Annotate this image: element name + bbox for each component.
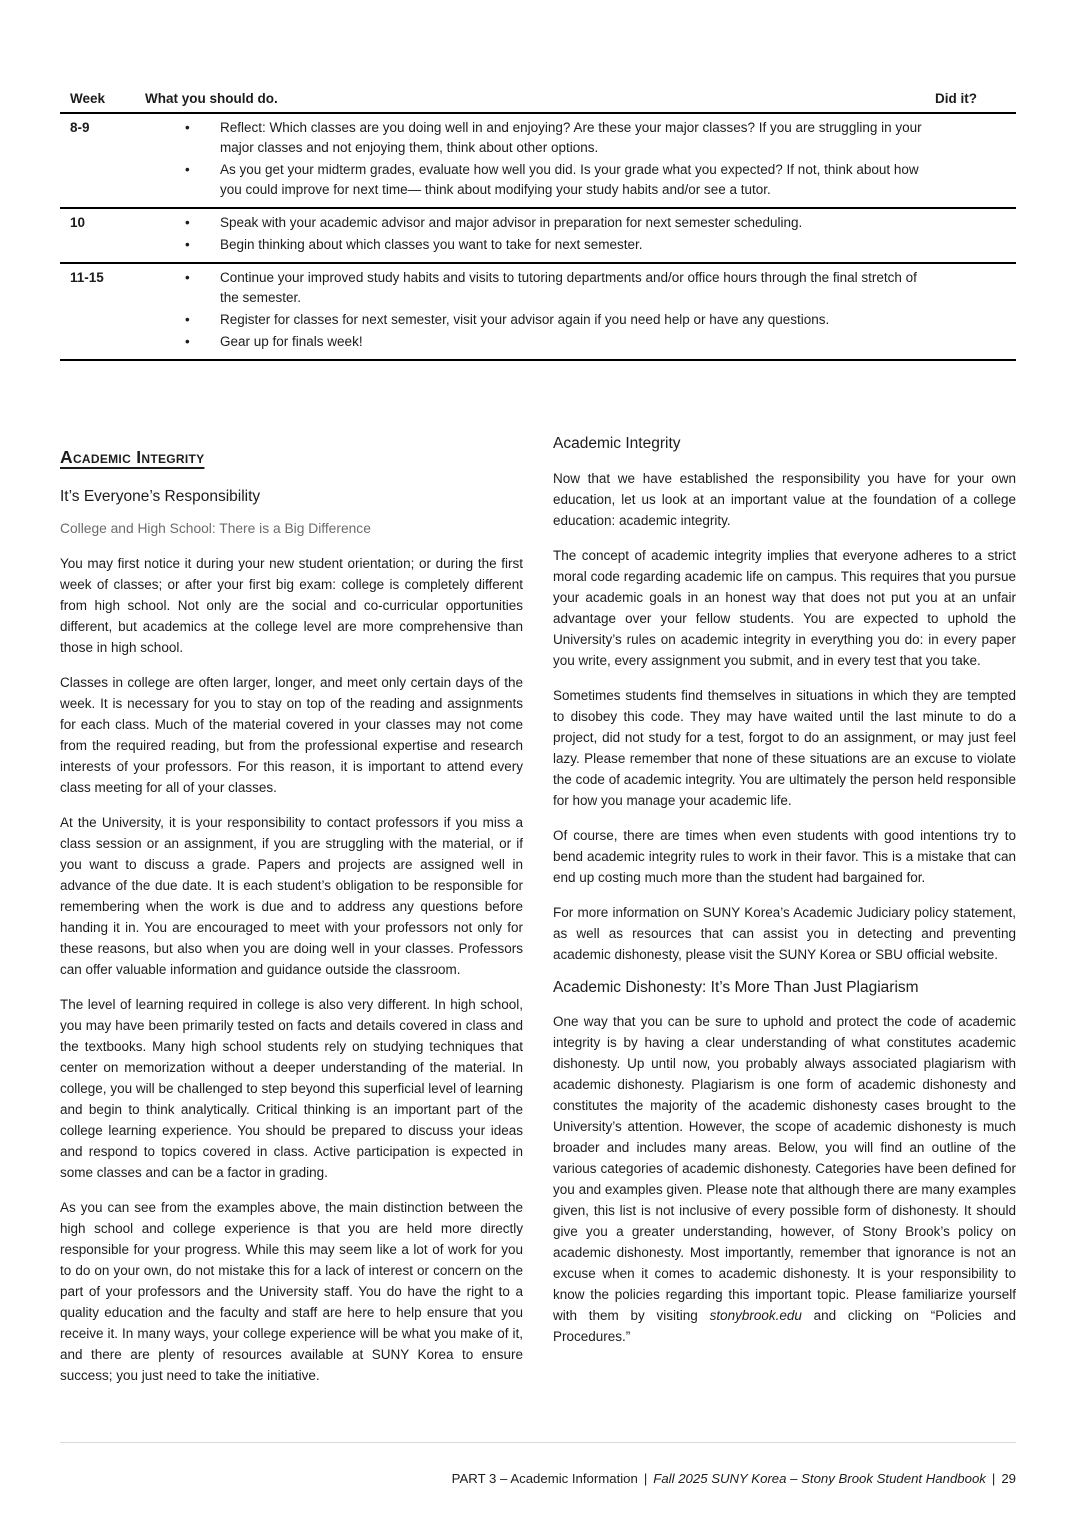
footer-divider (60, 1442, 1016, 1443)
subheading-academic-integrity: Academic Integrity (553, 435, 681, 452)
paragraph: The level of learning required in college is also very different. In high school, you may have been primarily tested on facts and details covered in class and the textbooks. Many high school students rely on studying techniques that center on memorization without a deeper understanding of the material. In college, you will be challenged to step beyond this superficial level of learning and begin to think analytically. Critical thinking is an important part of the college learning experience. You should be prepared to discuss your ideas and respond to topics covered in class. Active participation is expected in some classes and can be a factor in grading. (60, 997, 523, 1180)
left-column (60, 435, 523, 1400)
table-row (60, 114, 1016, 207)
footer-separator: | (643, 1471, 648, 1486)
task-list (145, 268, 935, 354)
paragraph: As you can see from the examples above, the main distinction between the high school and college experience is that you are held more directly responsible for your progress. While this may seem like a lot of work for you to do on your own, do not mistake this for a lack of interest or concern on the part of your professors and the University staff. You do have the right to a quality education and the faculty and staff are here to help ensure that you receive it. In many ways, your college experience will be what you make of it, and there are plenty of resources available at SUNY Korea to ensure success; you just need to take the initiative. (60, 1200, 523, 1383)
footer-part-label: PART 3 – Academic Information (451, 1471, 638, 1486)
paragraph: You may first notice it during your new student orientation; or during the first week of classes; or after your first big exam: college is completely different from high school. Not only are the social and co-curricular opportunities different, but academics at the college level are more comprehensive than those in high school. (60, 556, 523, 655)
task-item: • As you get your midterm grades, evaluate how well you did. Is your grade what you expected? If not, think about how you could improve for next time— think about modifying your study habits and/or see a tutor. (145, 160, 935, 200)
footer-handbook-title: Fall 2025 SUNY Korea – Stony Brook Student Handbook (653, 1471, 986, 1486)
task-item: • Continue your improved study habits and visits to tutoring departments and/or office hours through the final stretch of the semester. (145, 268, 935, 308)
did-it-cell (935, 213, 1016, 257)
paragraph: At the University, it is your responsibility to contact professors if you miss a class session or an assignment, if you are struggling with the material, or if you want to discuss a grade. Papers and projects are assigned well in advance of the due date. It is each student’s obligation to be responsible for remembering when the work is due and to address any questions before handing it in. You are encouraged to meet with your professors not only for these reasons, but also when you are doing well in your classes. Professors can offer valuable information and guidance outside the classroom. (60, 815, 523, 977)
week-label: 11-15 (70, 270, 104, 285)
week-label: 8-9 (70, 120, 90, 135)
week-label: 10 (70, 215, 86, 230)
page-content (60, 88, 1016, 1400)
closing-text-end: and clicking on “Policies and Procedures.” (553, 1308, 1016, 1344)
paragraph: The concept of academic integrity implies that everyone adheres to a strict moral code regarding academic life on campus. This requires that you pursue your academic goals in an honest way that does not put you at an unfair advantage over your fellow students. You are expected to uphold the University’s rules on academic integrity in everything you do: in every paper you write, every assignment you submit, and in every test that you take. (553, 548, 1016, 668)
task-item: • Reflect: Which classes are you doing well in and enjoying? Are these your major classes? If you are struggling in your major classes and not enjoying them, think about other options. (145, 118, 935, 158)
right-column (553, 435, 1016, 1400)
page-footer (60, 1442, 1016, 1486)
subheading-everyones-responsibility: It’s Everyone’s Responsibility (60, 488, 261, 505)
page-number: 29 (1001, 1471, 1016, 1486)
task-list (145, 118, 935, 202)
footer-separator: | (991, 1471, 996, 1486)
task-list (145, 213, 935, 257)
table-row (60, 262, 1016, 359)
website-name: stonybrook.edu (709, 1308, 802, 1323)
paragraph: Of course, there are times when even students with good intentions try to bend academic integrity rules to work in their favor. This is a mistake that can end up costing much more than the student had bargained for. (553, 828, 1016, 885)
did-it-cell (935, 118, 1016, 202)
table-header-week: Week (70, 91, 106, 106)
footer-text (60, 1471, 1016, 1486)
table-header-did-it: Did it? (935, 91, 977, 106)
section-title-academic-integrity: Academic Integrity (60, 447, 205, 467)
subheading-college-vs-high-school: College and High School: There is a Big Difference (60, 521, 371, 536)
table-header-row (60, 88, 1016, 114)
paragraph: Classes in college are often larger, longer, and meet only certain days of the week. It is necessary for you to stay on top of the reading and assignments for each class. Much of the material covered in your classes may not come from the required reading, but from the professional expertise and research interests of your professors. For this reason, it is important to attend every class meeting for all of your classes. (60, 675, 523, 795)
subheading-academic-dishonesty: Academic Dishonesty: It’s More Than Just Plagiarism (553, 979, 919, 996)
table-header-what-to-do: What you should do. (145, 91, 278, 106)
table-row (60, 207, 1016, 262)
paragraph (553, 1011, 1016, 1347)
task-item: • Gear up for finals week! (145, 332, 935, 352)
did-it-cell (935, 268, 1016, 354)
article-columns (60, 435, 1016, 1400)
weekly-schedule-table (60, 88, 1016, 361)
task-item: • Begin thinking about which classes you want to take for next semester. (145, 235, 935, 255)
closing-text: One way that you can be sure to uphold and protect the code of academic integrity is by having a clear understanding of what constitutes academic dishonesty. Up until now, you probably always associated plagiarism with academic dishonesty. Plagiarism is one form of academic dishonesty and constitutes the majority of the academic dishonesty cases brought to the University’s attention. However, the scope of academic dishonesty is much broader and includes many areas. Below, you will find an outline of the various categories of academic dishonesty. Categories have been defined for you and examples given. Please note that although there are many examples given, this list is not inclusive of every possible form of dishonesty. It should give you a greater understanding, however, of Stony Brook’s policy on academic dishonesty. Most importantly, remember that ignorance is not an excuse when it comes to academic dishonesty. It is your responsibility to know the policies regarding this important topic. Please familiarize yourself with them by visiting (553, 1014, 1016, 1323)
task-item: • Register for classes for next semester, visit your advisor again if you need help or have any questions. (145, 310, 935, 330)
task-item: • Speak with your academic advisor and major advisor in preparation for next semester scheduling. (145, 213, 935, 233)
paragraph: Now that we have established the responsibility you have for your own education, let us look at an important value at the foundation of a college education: academic integrity. (553, 471, 1016, 528)
paragraph: For more information on SUNY Korea’s Academic Judiciary policy statement, as well as resources that can assist you in detecting and preventing academic dishonesty, please visit the SUNY Korea or SBU official website. (553, 905, 1016, 962)
paragraph: Sometimes students find themselves in situations in which they are tempted to disobey this code. They may have waited until the last minute to do a project, did not study for a test, forgot to do an assignment, or may just feel lazy. Please remember that none of these situations are an excuse to violate the code of academic integrity. You are ultimately the person held responsible for how you manage your academic life. (553, 688, 1016, 808)
